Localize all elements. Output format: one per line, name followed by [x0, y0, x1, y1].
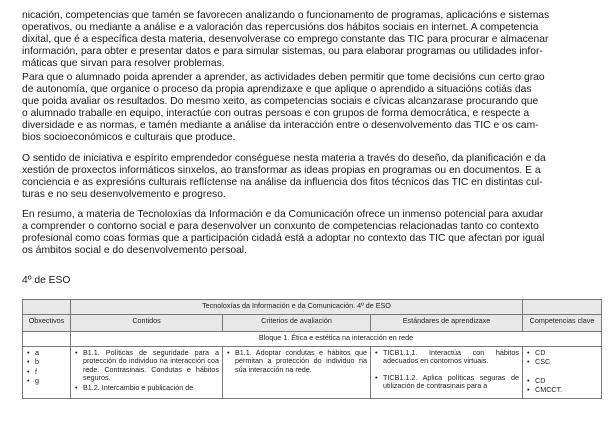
header-objectives: Obxectivos [23, 315, 71, 332]
criterion-item: • B1.1. Adoptar condutas e hábitos que permitan a protección do individuo na súa interacción na rede. [226, 349, 367, 374]
content-item: • B1.1. Políticas de seguridade para a protección do individuo na interacción coa rede. Contrasinais. Condutas e hábitos seguros. [74, 349, 219, 383]
text-line: En resumo, a materia de Tecnoloxías da Información e da Comunicación ofrece un inmenso potencial para axudar [22, 209, 544, 220]
section-heading: 4º de ESO [22, 275, 71, 286]
text-line: conciencia e as expresións culturais reflíctense na análise da influencia dos fitos técnicos das TIC en distintas cul- [22, 177, 543, 189]
paragraph-aprender-a-aprender [22, 72, 602, 145]
curriculum-table [22, 299, 602, 399]
text-line: que poida avaliar os resultados. Do mesmo xeito, as competencias sociais e cívicas alcanzarase procurando que [22, 96, 539, 108]
contents-cell [71, 347, 223, 399]
content-item: • B1.2. Intercambio e publicación de [74, 384, 219, 392]
table-title: Tecnoloxías da Información e da Comunicación. 4º de ESO [71, 300, 523, 315]
criteria-cell [223, 347, 371, 399]
table-title-row [23, 300, 602, 315]
block-title: Bloque 1. Ética e estética na interacción en rede [71, 332, 602, 347]
text-line: información, para obter e presentar datos e para simular sistemas, ou para elaborar programas ou utilidades infor- [22, 46, 543, 58]
objectives-cell [23, 347, 71, 399]
text-line: bios socioeconómicos e culturais que produce. [22, 132, 236, 144]
table-row [23, 347, 602, 399]
objective-item: • f [26, 368, 67, 376]
competence-item: • CD [526, 349, 598, 357]
table-block-row [23, 332, 602, 347]
header-competences: Competencias clave [523, 315, 602, 332]
text-line: dixital, que é a específica desta materia, desenvolverase co emprego constante das TIC para procurar e almacenar [22, 34, 549, 46]
objective-item: • g [26, 377, 67, 385]
header-standards: Estándares de aprendizaxe [371, 315, 523, 332]
text-line: xestión de proxectos informáticos sinxelos, ao transformar as ideas propias en programas ou en documentos. E a [22, 165, 541, 177]
competence-item: • CSC [526, 358, 598, 366]
competence-item: • CD [526, 377, 598, 385]
table-block-spacer [23, 332, 71, 347]
standard-item: • TICB1.1.1. Interactúa con hábitos adecuados en contornos virtuais. [374, 349, 519, 366]
objective-item: • a [26, 349, 67, 357]
header-criteria: Criterios de avaliación [223, 315, 371, 332]
text-line: máticas que sirvan para resolver problemas. [22, 58, 225, 70]
text-line: operativos, ou mediante a análise e a valoración das repercusións dos hábitos sociais en internet. A competencia [22, 22, 539, 34]
competences-cell [523, 347, 602, 399]
header-contents: Contidos [71, 315, 223, 332]
text-line: turas e no seu desenvolvemento e progreso. [22, 189, 226, 201]
table-header-row [23, 315, 602, 332]
text-line: profesional como coas formas que a participación cidadá está a adoptar no contexto das TIC que afectan por igual [22, 233, 545, 245]
text-line: diversidade e as normas, e tamén mediante a análise da interacción entre o desenvolvemento das TIC e os cam- [22, 120, 539, 132]
text-line: nicación, competencias que tamén se favorecen analizando o funcionamento de programas, aplicacións e sistemas [22, 10, 550, 21]
competence-item: • CMCCT. [526, 386, 598, 394]
objective-item: • b [26, 358, 67, 366]
text-line: O sentido de iniciativa e espírito emprendedor conséguese nesta materia a través do deseño, da planificación e da [22, 153, 546, 164]
table-corner-cell [23, 300, 71, 315]
standards-cell [371, 347, 523, 399]
table-corner-cell [523, 300, 602, 315]
text-line: os ámbitos social e do desenvolvemento persoal. [22, 245, 247, 257]
paragraph-iniciativa [22, 153, 602, 201]
text-line: a comprender o contorno social e para desenvolver un conxunto de competencias relacionadas tanto co contexto [22, 221, 539, 233]
standard-item: • TICB1.1.2. Aplica políticas seguras de utilización de contrasinais para a [374, 374, 519, 391]
paragraph-resumo [22, 209, 602, 257]
text-line: o alumnado traballe en equipo, interactúe con outras persoas e con grupos de forma democrática, e respecte a [22, 108, 530, 120]
paragraph-competencia-dixital [22, 10, 602, 70]
text-line: Para que o alumnado poida aprender a aprender, as actividades deben permitir que tome decisións cun certo grao [22, 72, 545, 83]
text-line: de autonomía, que organice o proceso da propia aprendizaxe e que aplique o aprendido a situacións cotiás das [22, 84, 532, 96]
